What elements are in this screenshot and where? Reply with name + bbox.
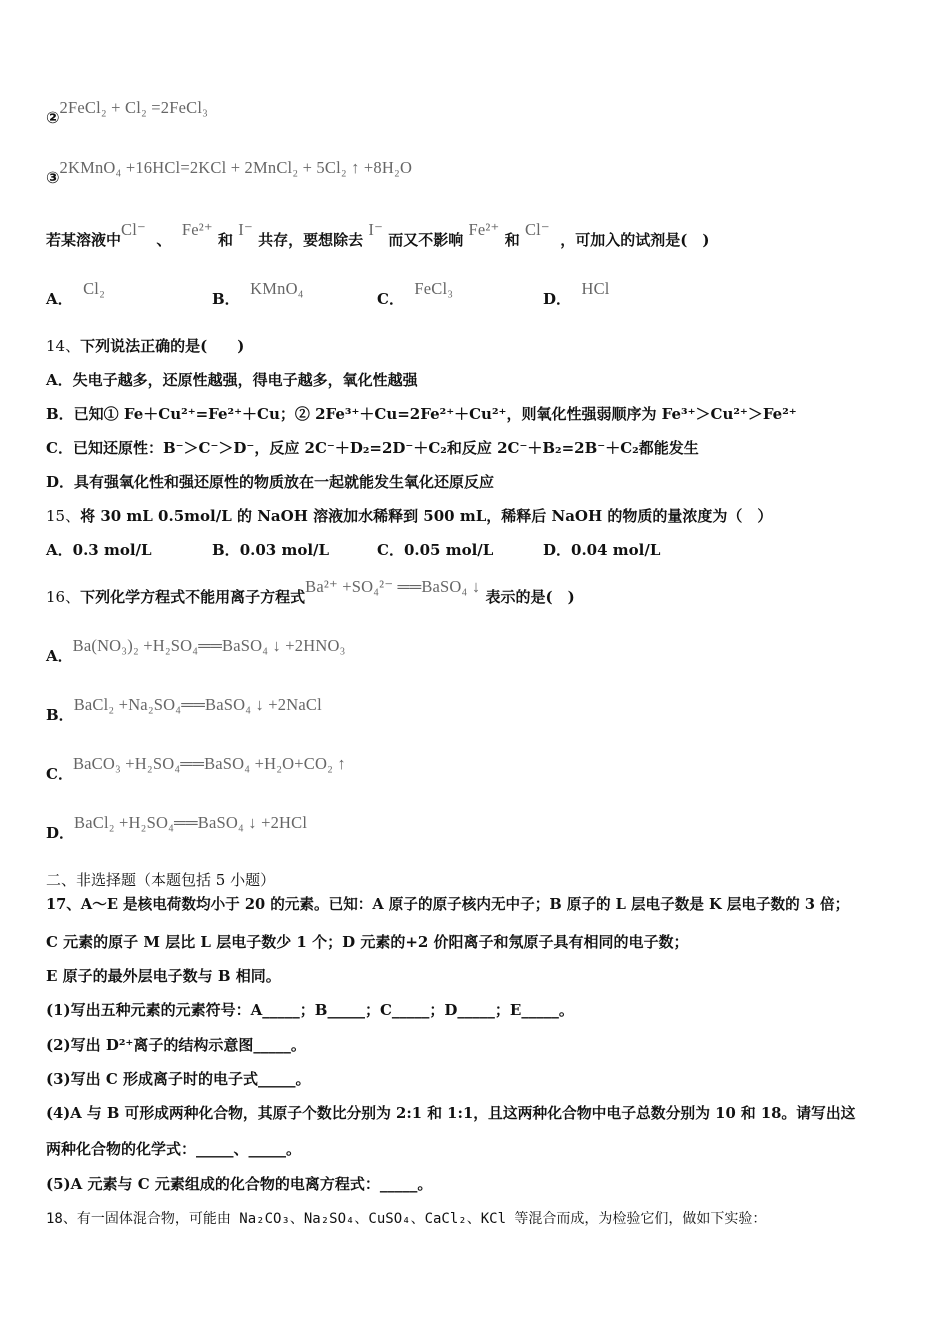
option-value: 0.05 mol/L [403,541,494,559]
option-value: BaCl₂ +H₂SO₄══BaSO₄ ↓ +2HCl [74,813,308,832]
q15-option-c [377,540,493,560]
q14-option-a: A．失电子越多，还原性越强，得电子越多，氧化性越强 [46,371,418,389]
ionic-equation: Ba²⁺ +SO₄²⁻ ══BaSO₄ ↓ [305,577,481,596]
q17-line: C 元素的原子 M 层比 L 层电子数少 1 个；D 元素的+2 价阳离子和氖原子具有相同的电子数； [46,933,689,951]
question-text: 表示的是( ) [485,588,575,606]
q16-option-a [46,636,346,666]
question-number: 16、 [46,588,81,606]
q13-option-d [543,279,610,309]
q13-and: 和 [504,231,520,249]
q13-option-b [212,279,304,309]
option-value: BaCl₂ +Na₂SO₄══BaSO₄ ↓ +2NaCl [73,695,322,714]
q17-part-4: (4)A 与 B 可形成两种化合物，其原子个数比分别为 2:1 和 1:1，且这两种化合物中电子总数分别为 10 和 18。请写出这 [46,1105,856,1122]
ion-iodide: I⁻ [238,220,253,239]
option-label: A． [46,647,73,665]
option-label: C． [46,765,73,783]
reaction-formula: 2KMnO₄ +16HCl=2KCl + 2MnCl₂ + 5Cl₂ ↑ +8H₂O [59,158,413,177]
q17-part-2: (2)写出 D²⁺离子的结构示意图_____。 [46,1036,306,1054]
option-label: B． [46,706,74,724]
reaction-label: ② [46,108,60,127]
q15-option-b [212,540,329,560]
ion-iron-ii: Fe²⁺ [181,220,213,239]
reaction-2 [46,98,209,128]
option-label: C． [377,541,404,559]
option-label: D． [543,290,572,308]
option-label: D． [543,541,572,559]
q17-part-1: (1)写出五种元素的元素符号：A_____；B_____；C_____；D_____；E_____。 [46,1001,574,1019]
section-heading: 二、非选择题（本题包括 5 小题） [46,871,276,889]
q13-text: 而又不影响 [388,231,464,249]
q14-option-d: D．具有强氧化性和强还原性的物质放在一起就能发生氧化还原反应 [46,473,495,491]
reaction-3 [46,158,413,188]
q17-line: E 原子的最外层电子数与 B 相同。 [46,967,281,985]
option-value: KMnO₄ [250,279,304,298]
reaction-label: ③ [46,168,60,187]
q17-part-3: (3)写出 C 形成离子时的电子式_____。 [46,1070,311,1088]
q14-stem [46,336,244,356]
q16-stem [46,577,575,607]
q13-stem [46,220,710,250]
q16-option-b [46,695,322,725]
question-number: 15、 [46,507,81,525]
q13-option-a [46,279,106,309]
ion-iodide: I⁻ [368,220,383,239]
q13-text: 共存，要想除去 [258,231,364,249]
option-label: D． [46,824,75,842]
q13-option-c [377,279,454,309]
option-value: HCl [581,279,610,298]
option-label: A． [46,541,73,559]
ion-iron-ii: Fe²⁺ [468,220,500,239]
question-number: 14、 [46,337,81,355]
option-value: FeCl₃ [414,279,454,298]
q18-stem: 18、有一固体混合物，可能由 Na₂CO₃、Na₂SO₄、CuSO₄、CaCl₂、KCl 等混合而成，为检验它们，做如下实验： [46,1211,767,1227]
option-label: A． [46,290,73,308]
option-value: Ba(NO₃)₂ +H₂SO₄══BaSO₄ ↓ +2HNO₃ [72,636,346,655]
option-label: C． [377,290,404,308]
q14-option-b: B．已知① Fe＋Cu²⁺=Fe²⁺＋Cu；② 2Fe³⁺＋Cu=2Fe²⁺＋Cu²⁺，则氧化性强弱顺序为 Fe³⁺＞Cu²⁺＞Fe²⁺ [46,405,797,423]
q13-separator: 、 [156,231,172,249]
question-text: 下列化学方程式不能用离子方程式 [80,588,306,606]
q17-part-5: (5)A 元素与 C 元素组成的化合物的电离方程式：_____。 [46,1175,433,1193]
q17-line: 17、A～E 是核电荷数均小于 20 的元素。已知：A 原子的原子核内无中子；B 原子的 L 层电子数是 K 层电子数的 3 倍； [46,896,850,913]
reaction-formula: 2FeCl₂ + Cl₂ =2FeCl₃ [59,98,209,117]
q13-text: 若某溶液中 [46,231,122,249]
ion-chloride: Cl⁻ [121,220,146,239]
q13-and: 和 [218,231,234,249]
option-value: 0.03 mol/L [239,541,330,559]
question-text: 将 30 mL 0.5mol/L 的 NaOH 溶液加水稀释到 500 mL，稀释后 NaOH 的物质的量浓度为（ ） [80,507,773,525]
option-label: B． [212,290,240,308]
ion-chloride: Cl⁻ [524,220,550,239]
option-label: B． [212,541,240,559]
q15-option-d [543,540,660,560]
q14-option-c: C．已知还原性：B⁻＞C⁻＞D⁻，反应 2C⁻＋D₂=2D⁻＋C₂和反应 2C⁻＋B₂=2B⁻＋C₂都能发生 [46,439,699,457]
q17-part-4-cont: 两种化合物的化学式：_____、_____。 [46,1140,302,1158]
q15-option-a [46,540,152,560]
option-value: 0.3 mol/L [72,541,152,559]
q16-option-c [46,754,346,784]
option-value: 0.04 mol/L [571,541,661,559]
q16-option-d [46,813,308,843]
option-value: Cl₂ [83,279,106,298]
q15-stem [46,506,772,526]
option-value: BaCO₃ +H₂SO₄══BaSO₄ +H₂O+CO₂ ↑ [72,754,346,773]
question-text: 下列说法正确的是( ) [80,337,245,355]
q13-text: ，可加入的试剂是( ) [560,231,710,249]
